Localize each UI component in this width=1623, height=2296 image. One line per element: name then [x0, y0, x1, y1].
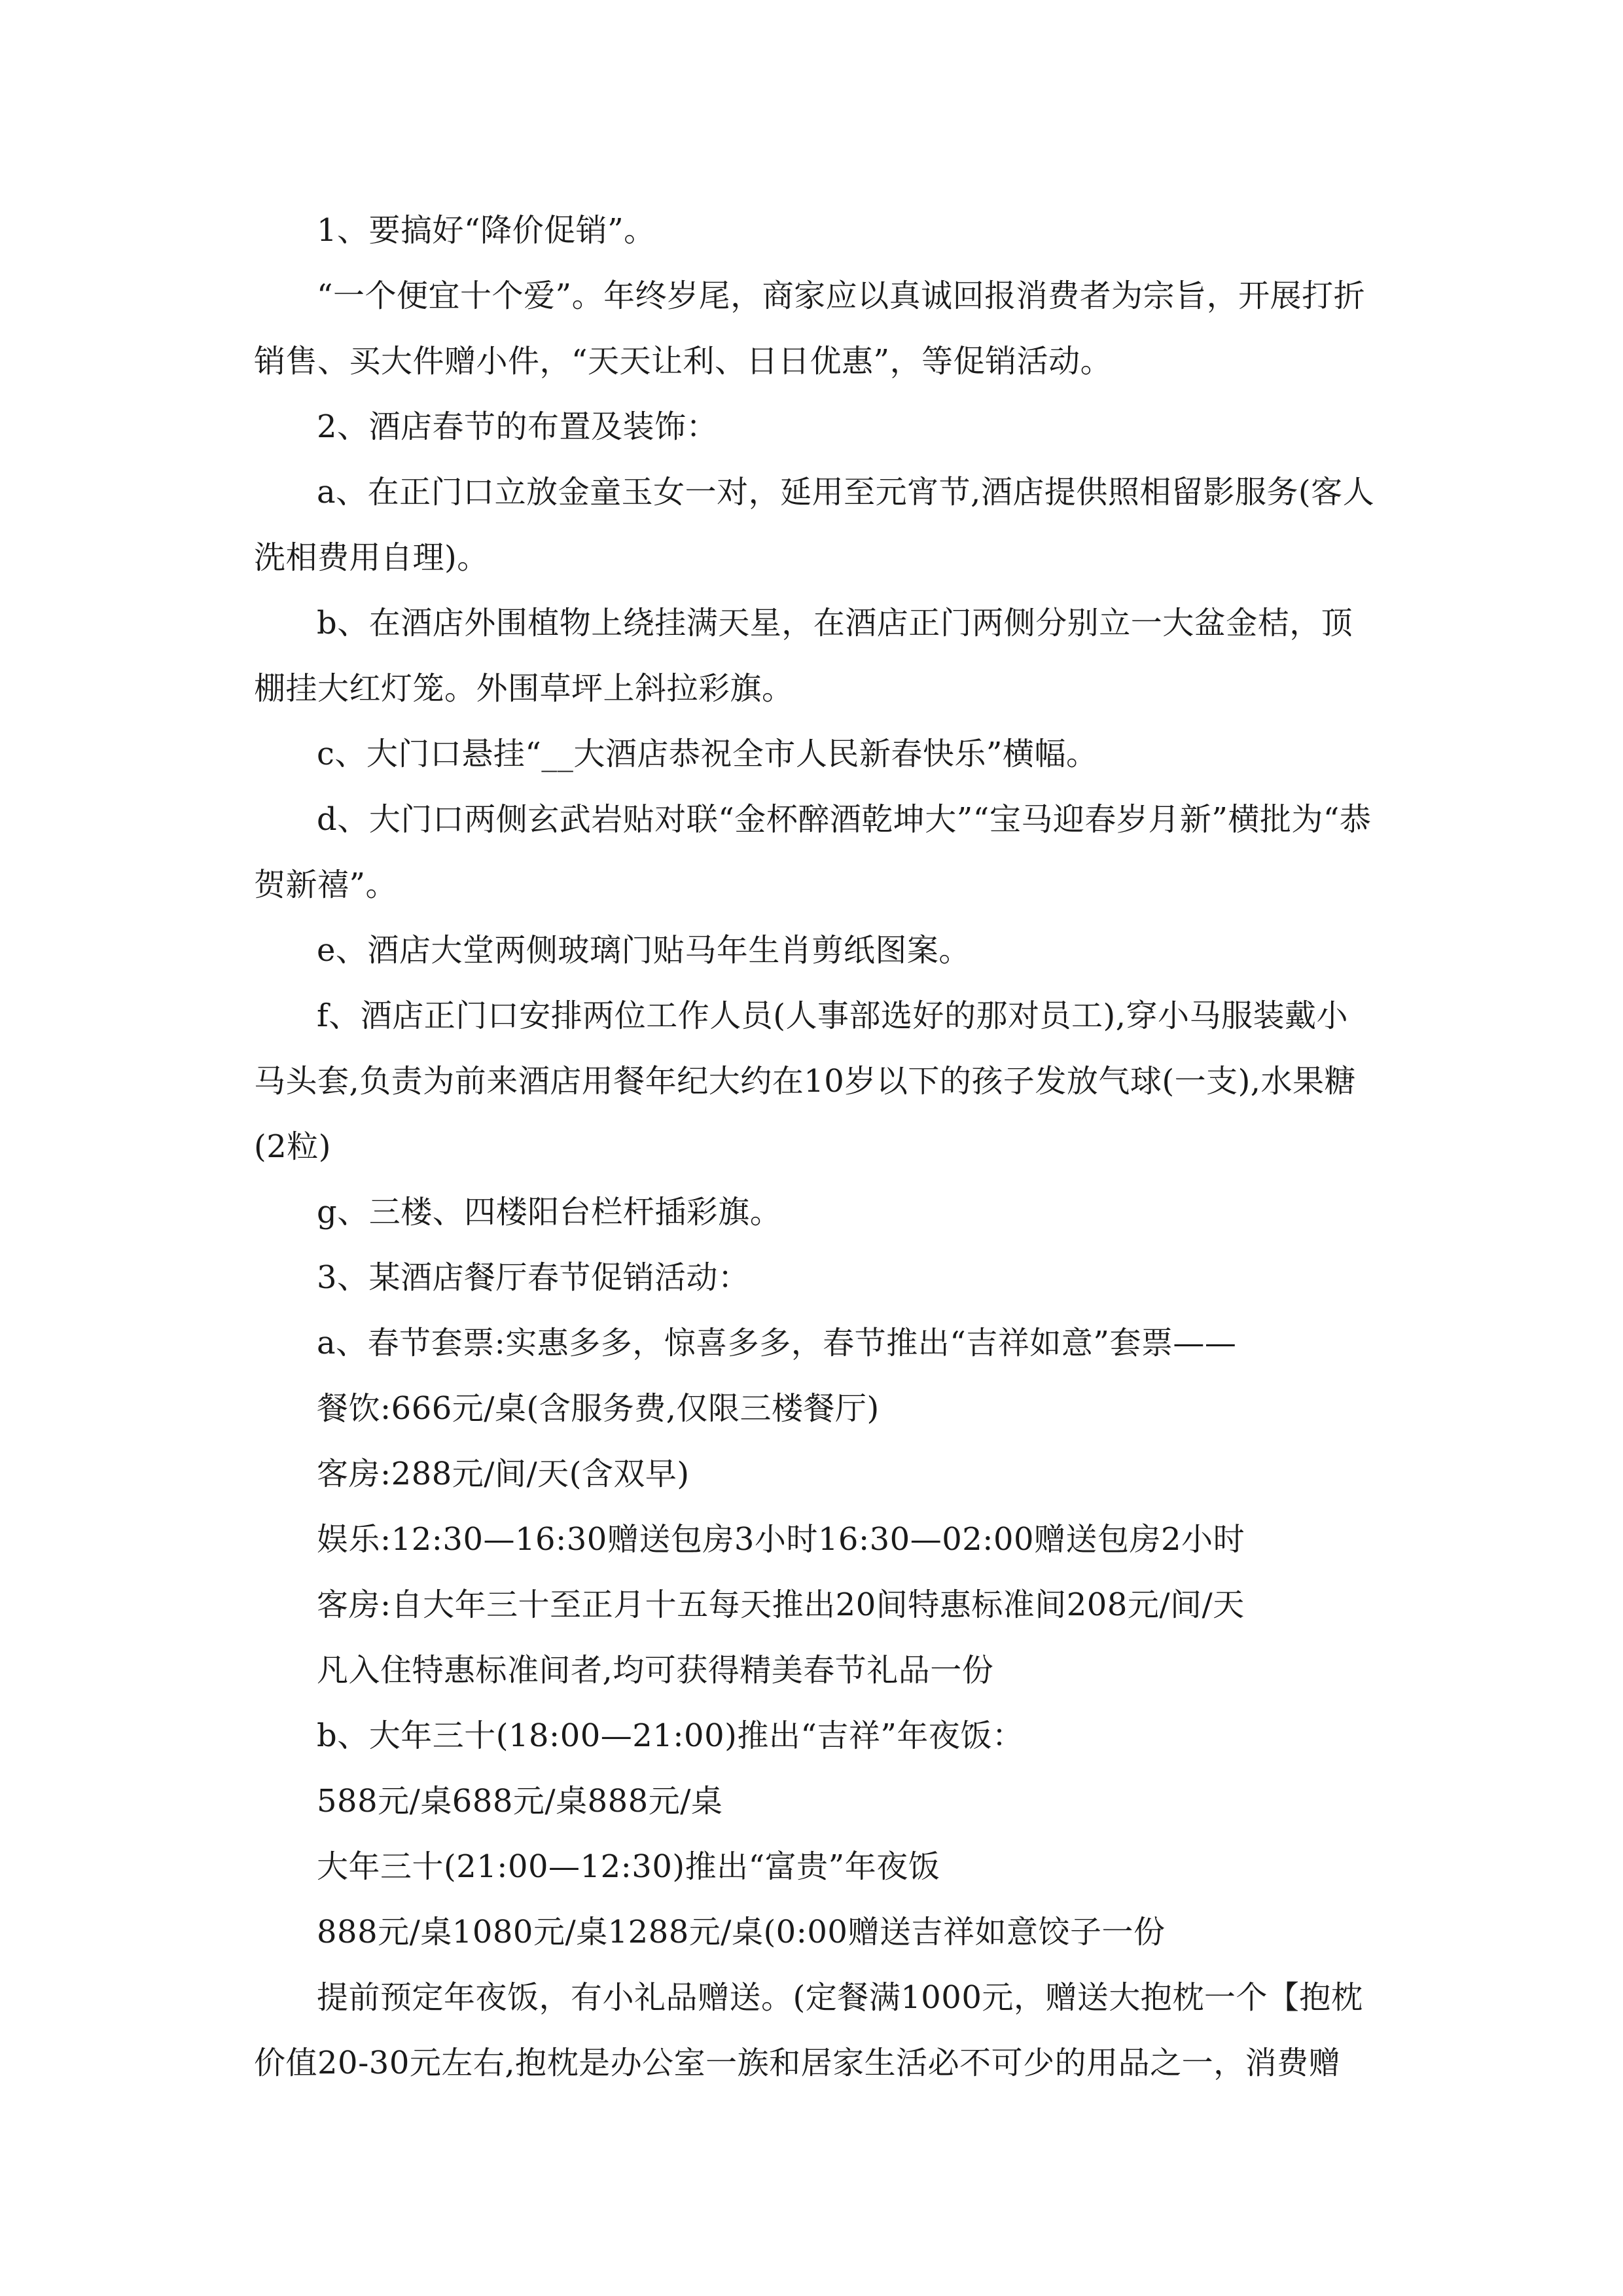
- paragraph: 凡入住特惠标准间者,均可获得精美春节礼品一份: [317, 1652, 994, 1689]
- paragraph: e、酒店大堂两侧玻璃门贴马年生肖剪纸图案。: [317, 932, 971, 969]
- paragraph: a、春节套票:实惠多多，惊喜多多，春节推出“吉祥如意”套票——: [317, 1325, 1237, 1361]
- paragraph: 888元/桌1080元/桌1288元/桌(0:00赠送吉祥如意饺子一份: [317, 1914, 1166, 1950]
- paragraph: “一个便宜十个爱”。年终岁尾，商家应以真诚回报消费者为宗旨，开展打折销售、买大件赠小件，“天天让利、日日优惠”，等促销活动。: [254, 278, 1366, 380]
- paragraph: 提前预定年夜饭，有小礼品赠送。(定餐满1000元，赠送大抱枕一个【抱枕价值20-30元左右,抱枕是办公室一族和居家生活必不可少的用品之一，消费赠: [254, 1979, 1363, 2081]
- paragraph: 2、酒店春节的布置及装饰：: [317, 408, 719, 445]
- paragraph: 客房:自大年三十至正月十五每天推出20间特惠标准间208元/间/天: [317, 1587, 1245, 1623]
- paragraph: d、大门口两侧玄武岩贴对联“金杯醉酒乾坤大”“宝马迎春岁月新”横批为“恭贺新禧”。: [254, 801, 1372, 903]
- paragraph: 餐饮:666元/桌(含服务费,仅限三楼餐厅): [317, 1390, 880, 1427]
- paragraph: 1、要搞好“降价促销”。: [317, 212, 656, 249]
- paragraph: a、在正门口立放金童玉女一对，延用至元宵节,酒店提供照相留影服务(客人洗相费用自理)。: [254, 474, 1375, 576]
- paragraph: b、大年三十(18:00—21:00)推出“吉祥”年夜饭：: [317, 1717, 1024, 1754]
- paragraph: c、大门口悬挂“__大酒店恭祝全市人民新春快乐”横幅。: [317, 736, 1098, 772]
- paragraph: 588元/桌688元/桌888元/桌: [317, 1783, 723, 1820]
- paragraph: b、在酒店外围植物上绕挂满天星，在酒店正门两侧分别立一大盆金桔，顶棚挂大红灯笼。外围草坪上斜拉彩旗。: [254, 605, 1353, 707]
- paragraph: 客房:288元/间/天(含双早): [317, 1456, 690, 1492]
- paragraph: 娱乐:12:30—16:30赠送包房3小时16:30—02:00赠送包房2小时: [317, 1521, 1245, 1558]
- document-body: [254, 198, 1380, 2096]
- paragraph: f、酒店正门口安排两位工作人员(人事部选好的那对员工),穿小马服装戴小马头套,负责为前来酒店用餐年纪大约在10岁以下的孩子发放气球(一支),水果糖(2粒): [254, 997, 1357, 1165]
- paragraph: 3、某酒店餐厅春节促销活动：: [317, 1259, 750, 1296]
- paragraph: g、三楼、四楼阳台栏杆插彩旗。: [317, 1194, 782, 1230]
- paragraph: 大年三十(21:00—12:30)推出“富贵”年夜饭: [317, 1848, 940, 1885]
